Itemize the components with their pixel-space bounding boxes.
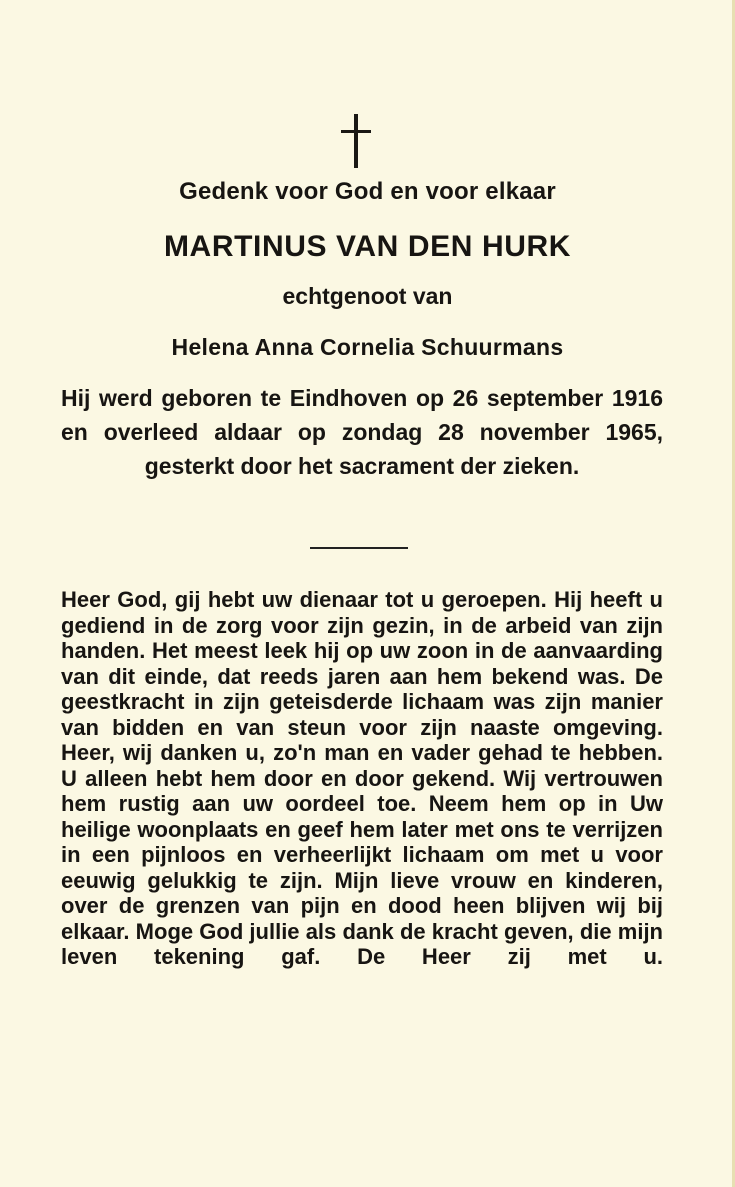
- divider: [310, 547, 408, 549]
- latin-cross-icon: [341, 114, 371, 168]
- biography-text: Hij werd geboren te Eindhoven op 26 september 1916 en overleed aldaar op zondag 28 november 1965, gesterkt door het sacrament der zieken.: [61, 385, 663, 479]
- spouse-relation: echtgenoot van: [282, 283, 453, 309]
- motto: Gedenk voor God en voor elkaar: [179, 178, 556, 205]
- spouse-name: Helena Anna Cornelia Schuurmans: [171, 334, 564, 360]
- deceased-name: MARTINUS VAN DEN HURK: [163, 230, 572, 263]
- prayer-text: Heer God, gij hebt uw dienaar tot u geroepen. Hij heeft u gediend in de zorg voor zijn gezin, in de arbeid van zijn handen. Het meest leek hij op uw zoon in de aanvaarding van dit einde, dat reeds jaren aan hem bekend was. De geestkracht in zijn geteisderde lichaam was zijn manier van bidden en van steun voor zijn naaste omgeving. Heer, wij danken u, zo'n man en vader gehad te hebben. U alleen hebt hem door en door gekend. Wij vertrouwen hem rustig aan uw oordeel toe. Neem hem op in Uw heilige woonplaats en geef hem later met ons te verrijzen in een pijnloos en verheerlijkt lichaam om met u voor eeuwig gelukkig te zijn. Mijn lieve vrouw en kinderen, over de grenzen van pijn en dood heen blijven wij bij elkaar. Moge God jullie als dank de kracht geven, die mijn leven tekening gaf. De Heer zij met u.: [61, 587, 663, 969]
